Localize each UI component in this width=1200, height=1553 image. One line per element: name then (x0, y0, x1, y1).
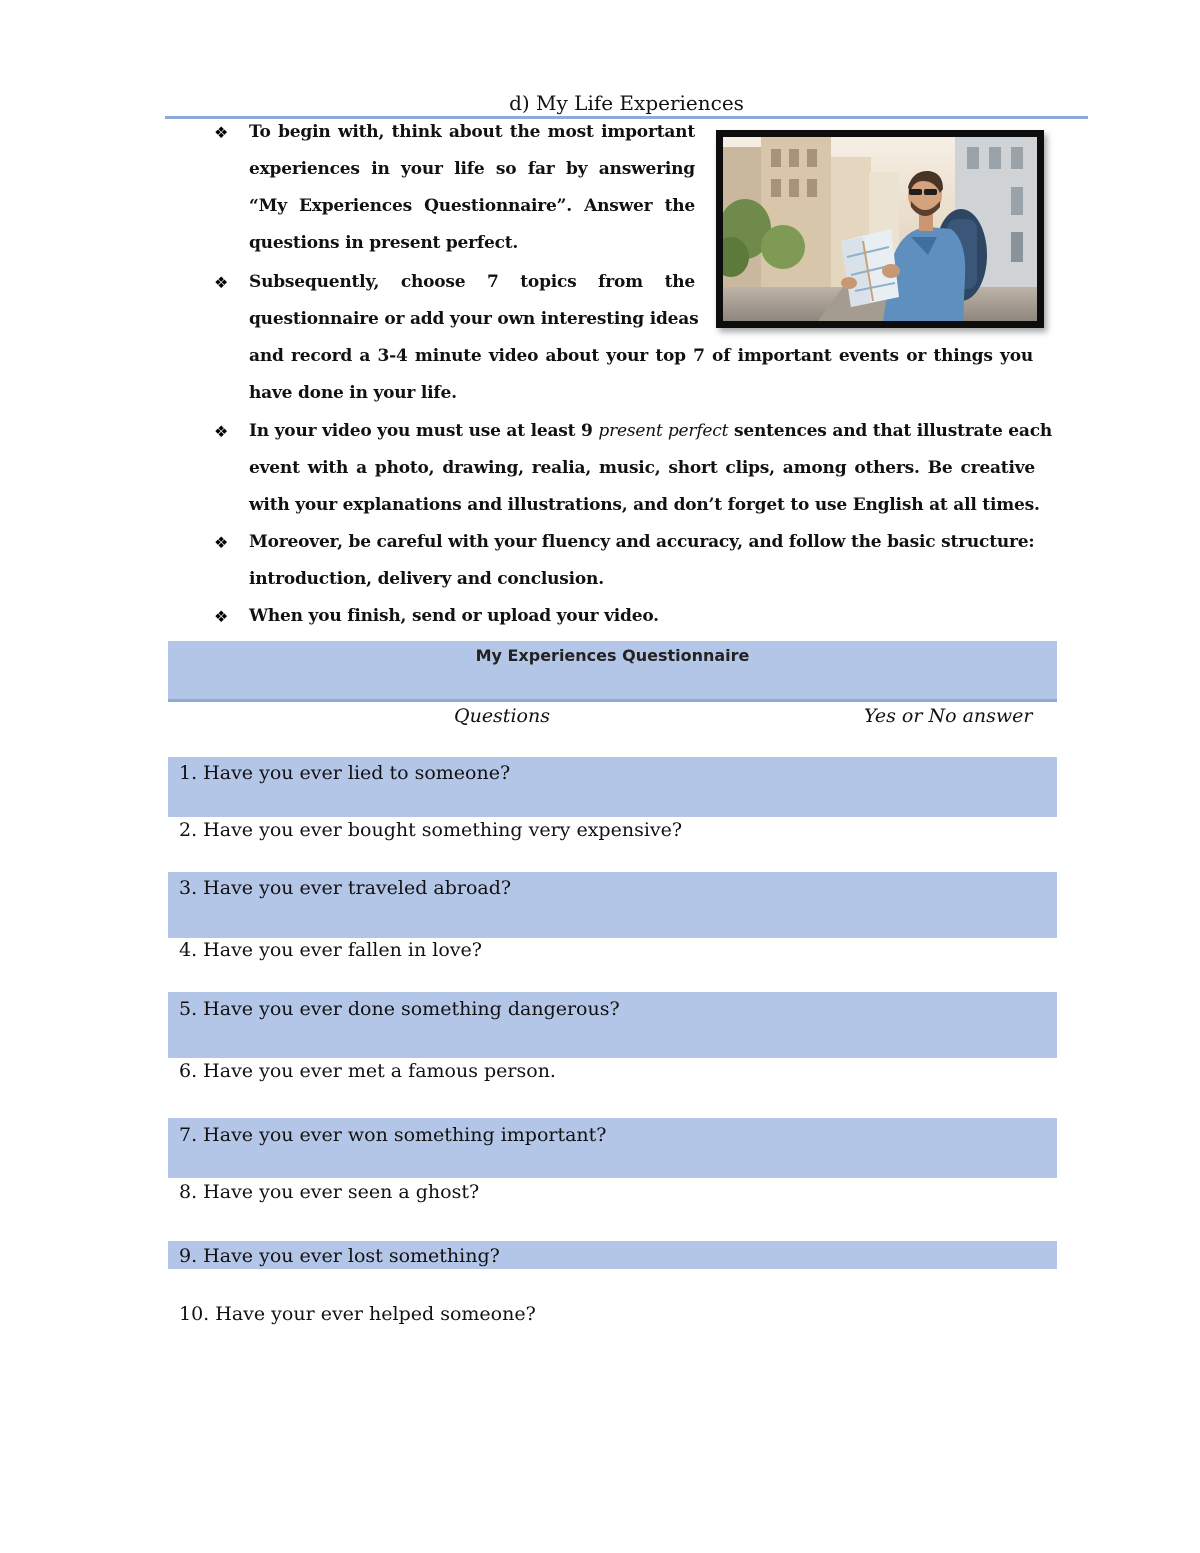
column-header-questions: Questions (454, 705, 550, 727)
instruction-1-line: questions in present perfect. (249, 233, 519, 253)
instruction-3-text: In your video you must use at least 9 (249, 421, 599, 441)
question-row: 9. Have you ever lost something? (179, 1245, 500, 1267)
question-row: 5. Have you ever done something dangerous? (179, 998, 620, 1020)
question-row: 1. Have you ever lied to someone? (179, 762, 511, 784)
instruction-2-line: Subsequently, choose 7 topics from the (249, 272, 695, 292)
instruction-1 (249, 114, 695, 262)
diamond-bullet-icon: ❖ (214, 607, 229, 626)
diamond-bullet-icon: ❖ (214, 123, 229, 142)
traveler-with-map-photo (723, 137, 1037, 321)
questionnaire-header-rule (168, 699, 1057, 702)
traveler-photo (716, 130, 1044, 328)
question-row: 7. Have you ever won something important? (179, 1124, 607, 1146)
instruction-3-line (249, 413, 1053, 450)
question-row: 10. Have your ever helped someone? (179, 1303, 536, 1325)
instruction-3-line: with your explanations and illustrations, and don’t forget to use English at all times. (249, 495, 1040, 515)
instruction-2a (249, 264, 699, 338)
diamond-bullet-icon: ❖ (214, 273, 229, 292)
question-row: 3. Have you ever traveled abroad? (179, 877, 512, 899)
instruction-5-line: When you finish, send or upload your video. (249, 606, 659, 626)
page-title: d) My Life Experiences (509, 91, 744, 115)
column-header-answer: Yes or No answer (864, 705, 1033, 727)
question-row: 6. Have you ever met a famous person. (179, 1060, 556, 1082)
diamond-bullet-icon: ❖ (214, 422, 229, 441)
instruction-3-line: event with a photo, drawing, realia, music, short clips, among others. Be creative (249, 458, 1035, 478)
questionnaire-title: My Experiences Questionnaire (475, 646, 750, 665)
instruction-2b (249, 338, 1033, 412)
instruction-4-line: Moreover, be careful with your fluency and accuracy, and follow the basic structure: (249, 532, 1035, 552)
instruction-3 (249, 413, 1053, 524)
present-perfect-emphasis: present perfect (598, 421, 729, 441)
instruction-5 (249, 598, 1031, 635)
diamond-bullet-icon: ❖ (214, 533, 229, 552)
instruction-4-line: introduction, delivery and conclusion. (249, 569, 604, 589)
instruction-2-line: and record a 3-4 minute video about your top 7 of important events or things you (249, 346, 1033, 366)
instruction-4 (249, 524, 1035, 598)
instruction-2-line: have done in your life. (249, 383, 457, 403)
instruction-1-line: “My Experiences Questionnaire”. Answer the (249, 196, 695, 216)
instruction-3-text: sentences and that illustrate each (728, 421, 1053, 441)
question-row: 2. Have you ever bought something very expensive? (179, 819, 683, 841)
question-row: 8. Have you ever seen a ghost? (179, 1181, 480, 1203)
instruction-1-line: experiences in your life so far by answering (249, 159, 695, 179)
instruction-2-line: questionnaire or add your own interesting ideas (249, 309, 699, 329)
question-row: 4. Have you ever fallen in love? (179, 939, 482, 961)
instruction-1-line: To begin with, think about the most important (249, 122, 695, 142)
